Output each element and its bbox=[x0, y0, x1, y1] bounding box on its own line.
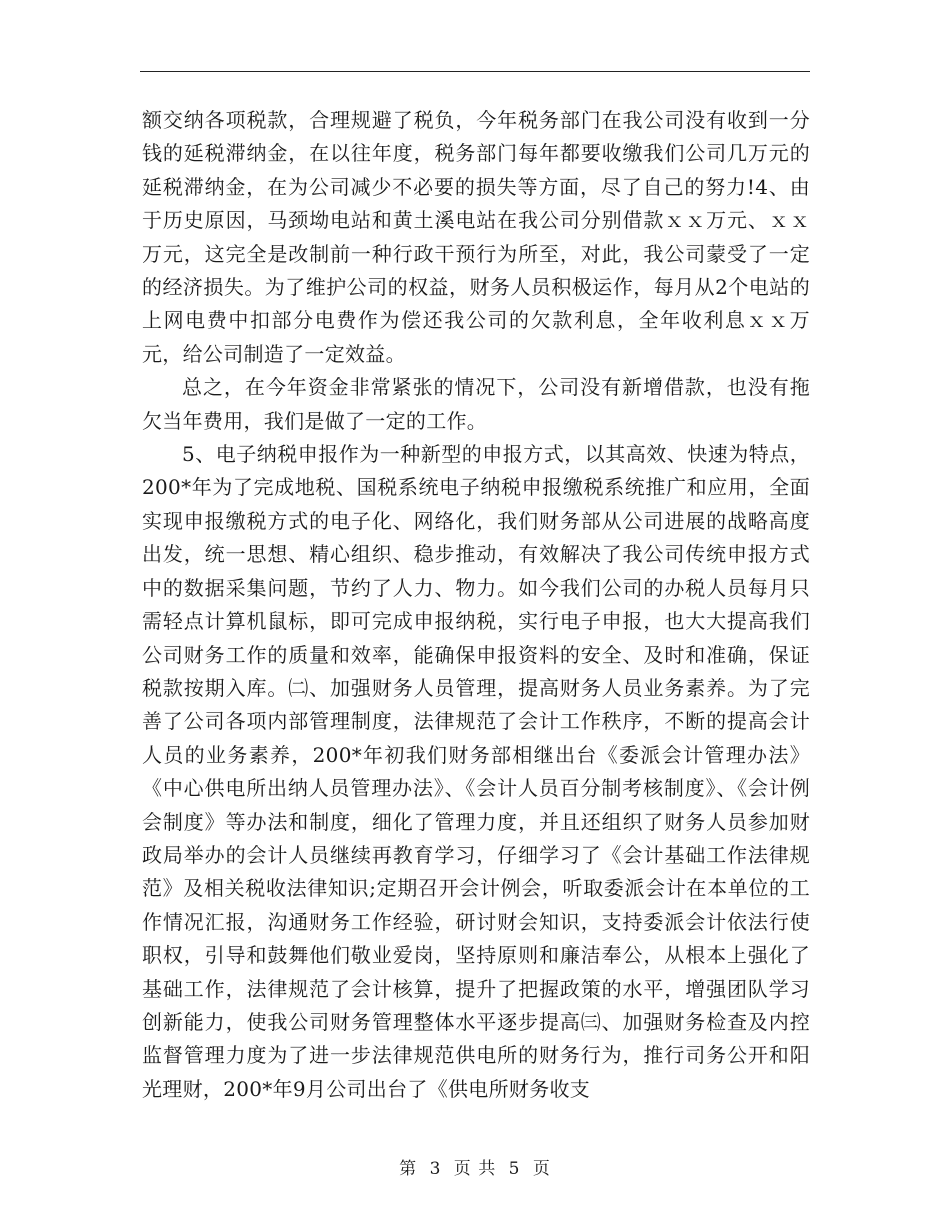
paragraph-2: 总之，在今年资金非常紧张的情况下，公司没有新增借款，也没有拖欠当年费用，我们是做了一定的工作。 bbox=[142, 375, 810, 433]
page-footer bbox=[0, 1154, 950, 1179]
header-rule bbox=[140, 71, 810, 72]
footer-total-pages: 5 bbox=[508, 1159, 521, 1179]
footer-prefix: 第 bbox=[399, 1159, 418, 1179]
footer-suffix: 页 bbox=[532, 1159, 551, 1179]
paragraph-1: 额交纳各项税款，合理规避了税负，今年税务部门在我公司没有收到一分钱的延税滞纳金，在以往年度，税务部门每年都要收缴我们公司几万元的延税滞纳金，在为公司减少不必要的损失等方面，尽了自己的努力!4、由于历史原因，马颈坳电站和黄土溪电站在我公司分别借款ｘｘ万元、ｘｘ万元，这完全是改制前一种行政干预行为所至，对此，我公司蒙受了一定的经济损失。为了维护公司的权益，财务人员积极运作，每月从2个电站的上网电费中扣部分电费作为偿还我公司的欠款利息，全年收利息ｘｘ万元，给公司制造了一定效益。 bbox=[142, 108, 810, 366]
footer-current-page: 3 bbox=[429, 1159, 442, 1179]
document-body bbox=[142, 104, 810, 1106]
footer-middle: 页 共 bbox=[453, 1159, 497, 1179]
paragraph-3: 5、电子纳税申报作为一种新型的申报方式，以其高效、快速为特点，200*年为了完成地税、国税系统电子纳税申报缴税系统推广和应用，全面实现申报缴税方式的电子化、网络化，我们财务部从公司进展的战略高度出发，统一思想、精心组织、稳步推动，有效解决了我公司传统申报方式中的数据采集问题，节约了人力、物力。如今我们公司的办税人员每月只需轻点计算机鼠标，即可完成申报纳税，实行电子申报，也大大提高我们公司财务工作的质量和效率，能确保申报资料的安全、及时和准确，保证税款按期入库。㈡、加强财务人员管理，提高财务人员业务素养。为了完善了公司各项内部管理制度，法律规范了会计工作秩序，不断的提高会计人员的业务素养，200*年初我们财务部相继出台《委派会计管理办法》《中心供电所出纳人员管理办法》、《会计人员百分制考核制度》、《会计例会制度》等办法和制度，细化了管理力度，并且还组织了财务人员参加财政局举办的会计人员继续再教育学习，仔细学习了《会计基础工作法律规范》及相关税收法律知识;定期召开会计例会，听取委派会计在本单位的工作情况汇报，沟通财务工作经验，研讨财会知识，支持委派会计依法行使职权，引导和鼓舞他们敬业爱岗，坚持原则和廉洁奉公，从根本上强化了基础工作，法律规范了会计核算，提升了把握政策的水平，增强团队学习创新能力，使我公司财务管理整体水平逐步提高㈢、加强财务检查及内控监督管理力度为了进一步法律规范供电所的财务行为，推行司务公开和阳光理财，200*年9月公司出台了《供电所财务收支 bbox=[142, 442, 810, 1101]
